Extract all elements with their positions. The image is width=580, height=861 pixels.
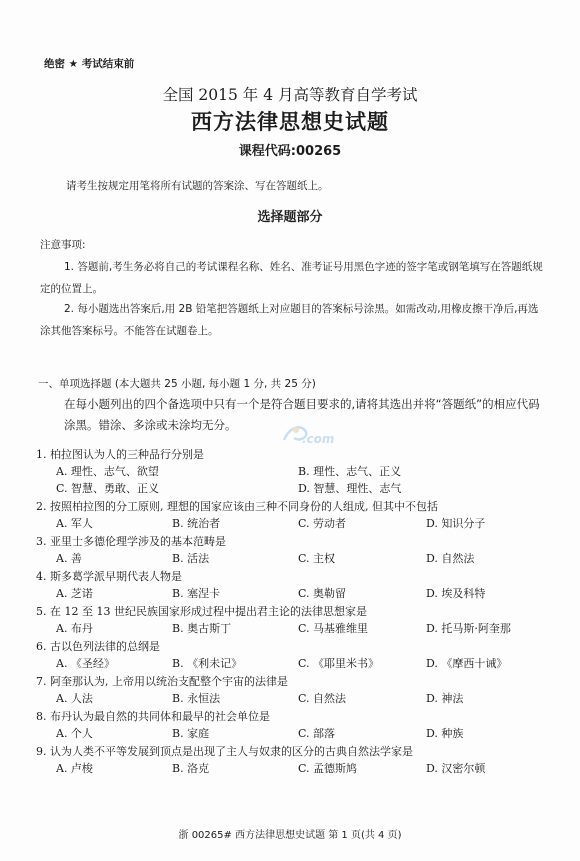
answer-option: C. 自然法 [298,692,347,705]
answer-option: A. 理性、志气、欲望 [56,465,159,478]
confidential-label: 绝密 ★ 考试结束前 [44,58,135,70]
part-header: 一、单项选择题 (本大题共 25 小题, 每小题 1 分, 共 25 分) [38,378,316,390]
answer-option: D. 神法 [426,692,464,705]
answer-option: A. 人法 [56,692,93,705]
answer-option: D. 知识分子 [426,517,486,530]
answer-option: D. 托马斯·阿奎那 [426,622,511,635]
answer-option: C. 部落 [298,727,336,740]
answer-option: B. 永恒法 [172,692,221,705]
question-stem: 2. 按照柏拉图的分工原则, 理想的国家应该由三种不同身份的人组成, 但其中不包括 [36,500,438,513]
answer-option: A. 《圣经》 [56,657,115,670]
general-instruction: 请考生按规定用笔将所有试题的答案涂、写在答题纸上。 [66,180,329,192]
answer-option: B. 《利未记》 [172,657,243,670]
answer-option: B. 奥古斯丁 [172,622,232,635]
answer-option: D. 智慧、理性、志气 [298,482,402,495]
answer-option: A. 布丹 [56,622,93,635]
answer-option: D. 汉密尔顿 [426,762,486,775]
answer-option: D. 《摩西十诫》 [426,657,508,670]
answer-option: B. 活法 [172,552,210,565]
watermark-logo [280,420,340,448]
question-stem: 6. 古以色列法律的总纲是 [36,640,160,653]
note-item: 2. 每小题选出答案后,用 2B 铅笔把答题纸上对应题目的答案标号涂黑。如需改动,用橡皮擦干净后,再选涂其他答案标号。不能答在试题卷上。 [40,303,539,337]
answer-option: C. 主权 [298,552,336,565]
answer-option: B. 理性、志气、正义 [298,465,402,478]
question-stem: 8. 布丹认为最自然的共同体和最早的社会单位是 [36,710,270,723]
part-description: 在每小题列出的四个备选项中只有一个是符合题目要求的,请将其选出并将“答题纸”的相应代码涂黑。错涂、多涂或未涂均无分。 [64,397,540,432]
answer-option: C. 孟德斯鸠 [298,762,358,775]
question-stem: 5. 在 12 至 13 世纪民族国家形成过程中提出君主论的法律思想家是 [36,605,367,618]
question-stem: 1. 柏拉图认为人的三种品行分别是 [36,448,204,461]
answer-option: D. 埃及科特 [426,587,486,600]
answer-option: B. 塞涅卡 [172,587,221,600]
exam-name: 全国 2015 年 4 月高等教育自学考试 [162,86,418,104]
answer-option: B. 家庭 [172,727,210,740]
question-stem: 9. 认为人类不平等发展到顶点是出现了主人与奴隶的区分的古典自然法学家是 [36,745,413,758]
answer-option: C. 奥勒留 [298,587,347,600]
answer-option: C. 劳动者 [298,517,347,530]
answer-option: A. 军人 [56,517,93,530]
answer-option: D. 种族 [426,727,464,740]
subject-title: 西方法律思想史试题 [191,110,389,134]
answer-option: A. 卢梭 [56,762,93,775]
question-stem: 7. 阿奎那认为, 上帝用以统治支配整个宇宙的法律是 [36,675,288,688]
course-code: 课程代码:00265 [238,144,342,159]
answer-option: B. 统治者 [172,517,221,530]
question-stem: 3. 亚里士多德伦理学涉及的基本范畴是 [36,535,226,548]
answer-option: A. 芝诺 [56,587,93,600]
note-item: 1. 答题前,考生务必将自己的考试课程名称、姓名、准考证号用黑色字迹的签字笔或钢笔填写在答题纸规定的位置上。 [40,261,543,295]
answer-option: A. 善 [56,552,82,565]
page-footer: 浙 00265# 西方法律思想史试题 第 1 页(共 4 页) [178,830,402,841]
answer-option: D. 自然法 [426,552,475,565]
watermark-text: .com [302,432,335,446]
section-title: 选择题部分 [257,210,323,225]
answer-option: B. 洛克 [172,762,210,775]
answer-option: A. 个人 [56,727,93,740]
answer-option: C. 智慧、勇敢、正义 [56,482,160,495]
answer-option: C. 马基雅维里 [298,622,369,635]
answer-option: C. 《耶里米书》 [298,657,380,670]
question-stem: 4. 斯多葛学派早期代表人物是 [36,570,182,583]
notes-heading: 注意事项: [40,239,86,251]
